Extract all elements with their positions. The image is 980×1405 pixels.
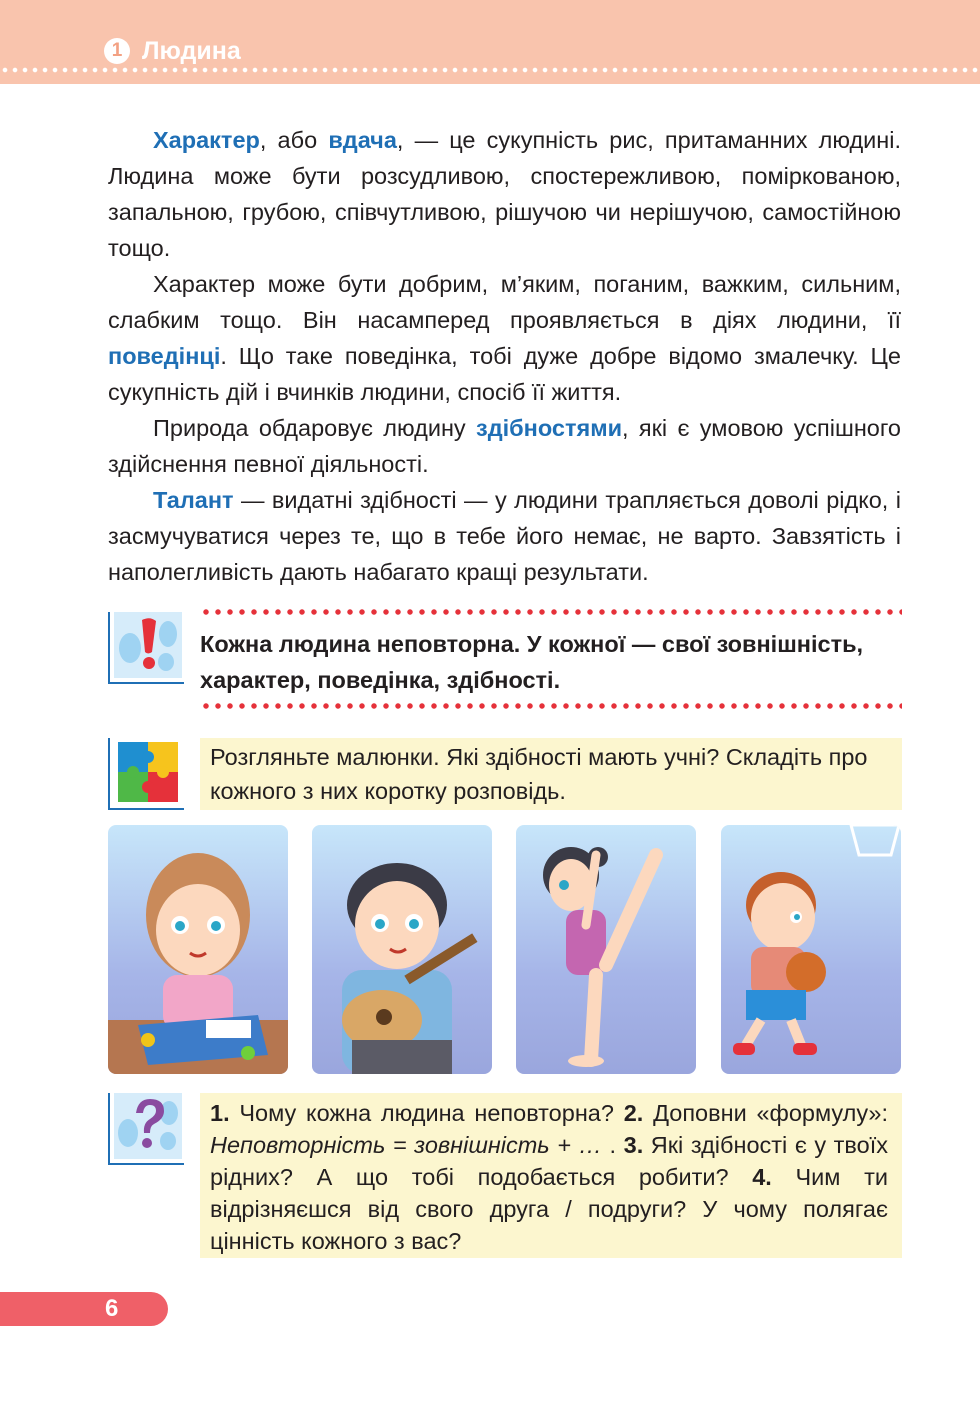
question-number: 3. — [623, 1132, 644, 1158]
page-number: 6 — [105, 1295, 119, 1322]
paragraph-text: Природа обдаровує людину — [153, 415, 477, 441]
question-number: 1. — [210, 1100, 230, 1126]
page-number-tab — [0, 1292, 168, 1326]
task-box — [200, 738, 902, 810]
term-abilities: здібностями — [476, 415, 623, 441]
task-icon-box — [108, 738, 184, 810]
paragraph-behavior — [108, 266, 901, 410]
question-number: 2. — [623, 1100, 644, 1126]
question-2: Доповни «формулу»: — [643, 1100, 888, 1126]
question-icon — [114, 1093, 182, 1159]
term-character: Характер — [153, 127, 260, 153]
question-1: Чому кожна людина неповторна? — [229, 1100, 624, 1126]
header-dotted-divider — [0, 66, 980, 74]
paragraph-text: — видатні здібності — у людини трапляється доволі рідко, і засмучуватися через те, що в тебе його немає, не варто. Завзятість і наполегливість дають набагато кращі результати. — [108, 487, 901, 585]
questions-box — [200, 1093, 902, 1258]
picture-girl-painting — [108, 825, 288, 1074]
chapter-title: Людина — [142, 37, 241, 65]
formula-text: Неповторність = зовнішність + … — [210, 1132, 602, 1158]
question-number: 4. — [752, 1164, 772, 1190]
questions-icon-box — [108, 1093, 184, 1165]
question-2-end: . — [602, 1132, 624, 1158]
paragraph-text: , які є умовою успішного здійснення певної діяльності. — [108, 415, 901, 477]
paragraph-text: , або — [259, 127, 329, 153]
exclamation-icon — [114, 612, 182, 678]
task-text: Розгляньте малюнки. Які здібності мають учні? Складіть про кожного з них коротку розповідь. — [210, 744, 868, 804]
puzzle-icon — [114, 738, 182, 804]
paragraph-text: , — це сукупність рис, притаманних людині. Людина може бути розсудливою, спостережливою, поміркованою, запальною, грубою, співчутливою, рішучою чи нерішучою, самостійною тощо. — [108, 127, 902, 261]
chapter-number-badge: 1 — [104, 38, 130, 64]
paragraph-text: Характер може бути добрим, м’яким, поганим, важким, сильним, слабким тощо. Він насамперед проявляється в діях людини, її — [108, 271, 901, 333]
paragraph-talent — [108, 482, 901, 590]
paragraph-character — [108, 122, 901, 266]
rule-text: Кожна людина неповторна. У кожної — свої зовнішність, характер, поведінка, здібності. — [200, 631, 864, 693]
term-talent: Талант — [153, 487, 234, 513]
rule-top-dotted-line — [200, 609, 902, 615]
term-temper: вдача — [328, 127, 397, 153]
rule-bottom-dotted-line — [200, 703, 902, 709]
question-3: Які здібності є у твоїх рідних? А що тобі подобається робити? — [210, 1132, 889, 1190]
questions-text — [210, 1097, 888, 1257]
question-4: Чим ти відрізняєшся від свого друга / подруги? У чому полягає цінність кожного з вас? — [210, 1164, 888, 1254]
picture-boy-basketball — [721, 825, 901, 1074]
paragraph-text: . Що таке поведінка, тобі дуже добре відомо змалечку. Це сукупність дій і вчинків людини, спосіб її життя. — [108, 343, 901, 405]
picture-boy-guitar — [312, 825, 492, 1074]
main-text — [108, 122, 901, 590]
paragraph-abilities — [108, 410, 901, 482]
term-behavior: поведінці — [108, 343, 221, 369]
rule-icon-box — [108, 612, 184, 684]
picture-girl-gymnast — [516, 825, 696, 1074]
